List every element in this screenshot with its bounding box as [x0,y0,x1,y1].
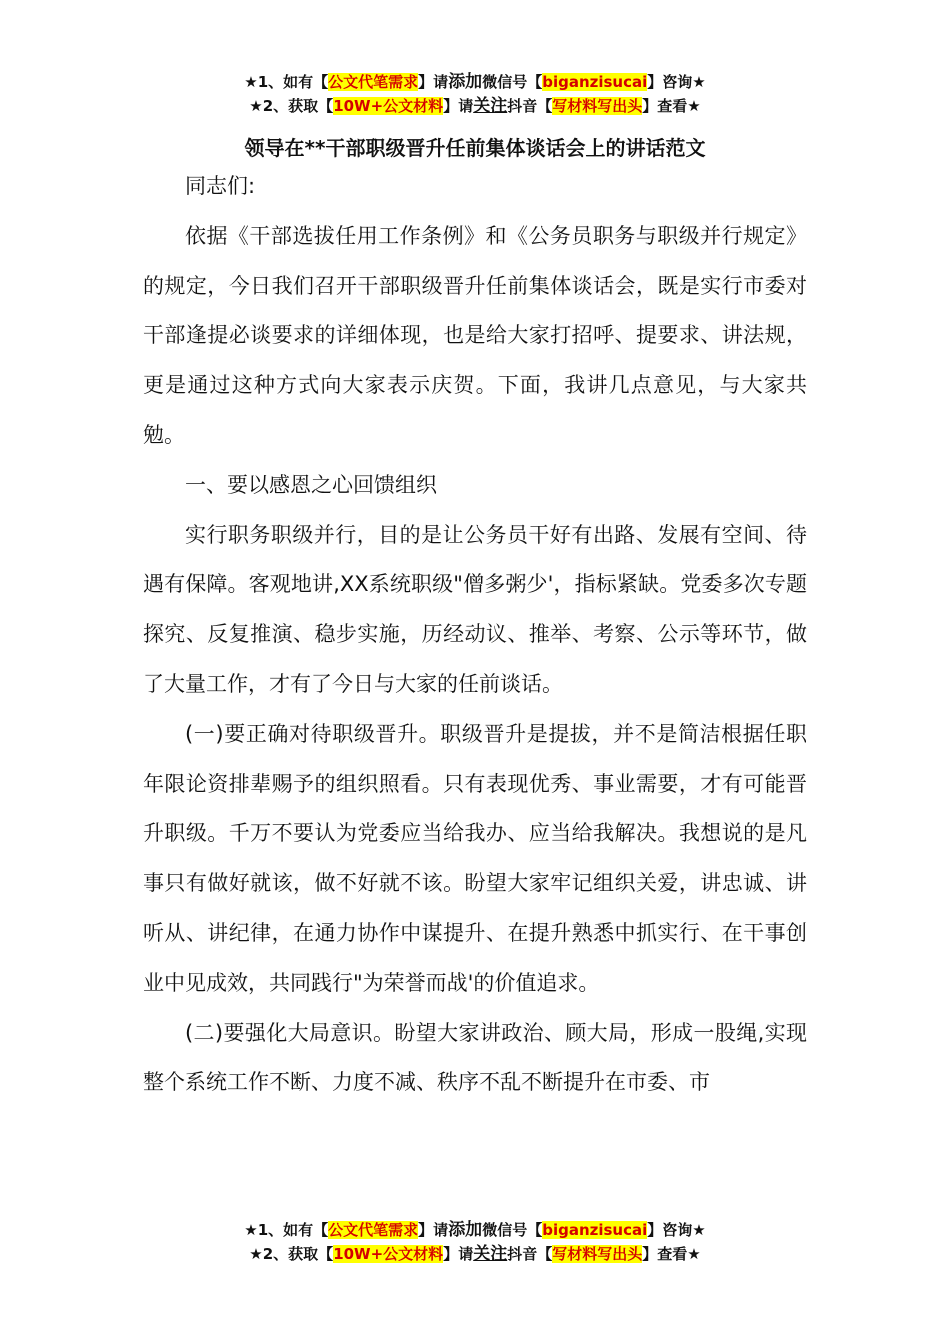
promo-text: 】查看★ [642,97,701,115]
promo-highlight-douyin: 写材料写出头 [552,1245,643,1263]
document-body [143,162,807,1108]
promo-text: 】咨询★ [647,1221,706,1239]
promo-highlight-douyin: 写材料写出头 [552,97,643,115]
promo-text-emphasis: 关注 [473,96,508,116]
promo-text: ★1、如有【 [244,73,329,91]
promo-text-emphasis: 添加 [448,72,483,92]
promo-highlight-wechat: biganzisucai [542,1221,648,1239]
body-paragraph: 实行职务职级并行，目的是让公务员干好有出路、发展有空间、待遇有保障。客观地讲,XX系统职级"僧多粥少'，指标紧缺。党委多次专题探究、反复推演、稳步实施，历经动议、推举、考察、公示等环节，做了大量工作，才有了今日与大家的任前谈话。 [143,522,807,696]
promo-line-1 [0,70,950,94]
promo-text: 】请 [443,1245,474,1263]
promo-text: 】请 [418,73,449,91]
promo-text-emphasis: 关注 [473,1244,508,1264]
salutation: 同志们: [185,174,256,198]
promo-banner-bottom [0,1218,950,1266]
promo-text: ★2、获取【 [249,97,334,115]
promo-text: 微信号【 [482,1221,543,1239]
promo-text: ★1、如有【 [244,1221,329,1239]
promo-line-1 [0,1218,950,1242]
promo-highlight-service: 公文代笔需求 [328,1221,419,1239]
body-paragraph: 依据《干部选拔任用工作条例》和《公务员职务与职级并行规定》的规定，今日我们召开干部职级晋升任前集体谈话会，既是实行市委对干部逢提必谈要求的详细体现，也是给大家打招呼、提要求、讲法规，更是通过这种方式向大家表示庆贺。下面，我讲几点意见，与大家共勉。 [143,223,807,447]
promo-banner-top [0,70,950,118]
body-paragraph: (一)要正确对待职级晋升。职级晋升是提拔，并不是简洁根据任职年限论资排辈赐予的组织照看。只有表现优秀、事业需要，才有可能晋升职级。千万不要认为党委应当给我办、应当给我解决。我想说的是凡事只有做好就该，做不好就不该。盼望大家牢记组织关爱，讲忠诚、讲听从、讲纪律，在通力协作中谋提升、在提升熟悉中抓实行、在干事创业中见成效，共同践行"为荣誉而战'的价值追求。 [143,721,807,995]
promo-text: 】查看★ [642,1245,701,1263]
promo-line-2 [0,1242,950,1266]
promo-text: 抖音【 [507,1245,553,1263]
promo-highlight-service: 公文代笔需求 [328,73,419,91]
section-heading: 一、要以感恩之心回馈组织 [185,472,437,497]
promo-highlight-materials: 10W+公文材料 [333,97,444,115]
promo-text: ★2、获取【 [249,1245,334,1263]
promo-text: 】请 [443,97,474,115]
promo-text-emphasis: 添加 [448,1220,483,1240]
promo-line-2 [0,94,950,118]
promo-highlight-materials: 10W+公文材料 [333,1245,444,1263]
body-paragraph: (二)要强化大局意识。盼望大家讲政治、顾大局，形成一股绳,实现整个系统工作不断、力度不减、秩序不乱不断提升在市委、市 [143,1020,807,1095]
promo-highlight-wechat: biganzisucai [542,73,648,91]
promo-text: 】咨询★ [647,73,706,91]
promo-text: 微信号【 [482,73,543,91]
promo-text: 】请 [418,1221,449,1239]
promo-text: 抖音【 [507,97,553,115]
document-title: 领导在**干部职级晋升任前集体谈话会上的讲话范文 [244,136,706,160]
